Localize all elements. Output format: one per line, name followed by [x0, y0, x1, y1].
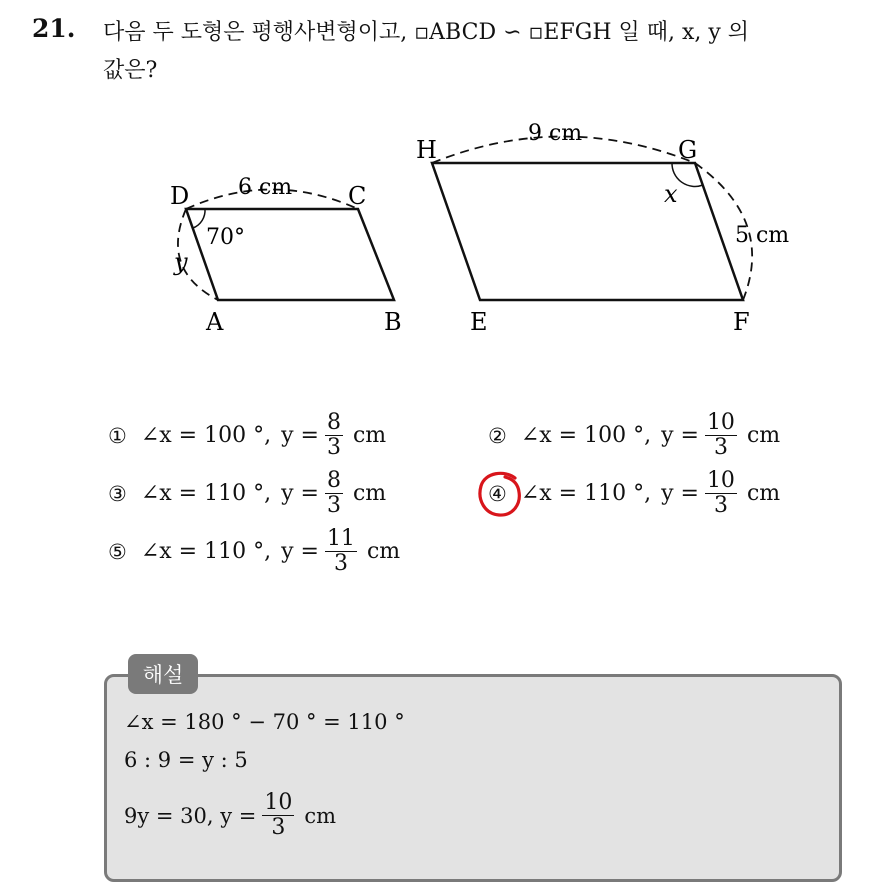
- solution-line-1: ∠x = 180 ° − 70 ° = 110 °: [124, 710, 405, 734]
- label-a: A: [206, 308, 224, 336]
- option-4-fraction: [705, 470, 737, 517]
- solution-line-3: [124, 792, 336, 839]
- label-y: y: [174, 248, 188, 276]
- parallelogram-efgh: [432, 163, 743, 300]
- solution-line-2: 6 : 9 = y : 5: [124, 748, 248, 772]
- option-5-fraction: [325, 528, 357, 575]
- label-5cm: 5 cm: [735, 223, 790, 248]
- solution-unit: cm: [304, 803, 337, 828]
- option-1-fraction: [325, 412, 343, 459]
- solution-box: [104, 674, 842, 882]
- option-2-angle: ∠x = 100 °,: [520, 423, 652, 448]
- option-1-mark: ①: [108, 423, 127, 448]
- label-9cm: 9 cm: [528, 121, 583, 146]
- option-5-angle: ∠x = 110 °,: [140, 539, 272, 564]
- option-3-yeq: y =: [281, 481, 319, 506]
- label-b: B: [384, 308, 402, 336]
- option-1-yeq: y =: [281, 423, 319, 448]
- label-x: x: [664, 180, 678, 208]
- option-2-den: 3: [713, 435, 728, 460]
- option-3[interactable]: [108, 470, 386, 517]
- option-4-num: 10: [706, 468, 735, 493]
- option-2-mark: ②: [488, 423, 507, 448]
- option-1-angle: ∠x = 100 °,: [140, 423, 272, 448]
- option-4-yeq: y =: [661, 481, 699, 506]
- option-3-num: 8: [326, 468, 341, 493]
- option-4-den: 3: [713, 493, 728, 518]
- solution-num: 10: [264, 790, 293, 815]
- option-4[interactable]: [488, 470, 780, 517]
- option-2-unit: cm: [746, 423, 781, 448]
- solution-fraction: [262, 792, 294, 839]
- answer-circle-mark: [475, 470, 525, 520]
- option-3-den: 3: [326, 493, 341, 518]
- label-g: G: [678, 136, 698, 164]
- option-1[interactable]: [108, 412, 386, 459]
- solution-den: 3: [271, 815, 286, 840]
- label-f: F: [733, 308, 750, 336]
- option-5-num: 11: [326, 526, 355, 551]
- option-5-yeq: y =: [281, 539, 319, 564]
- label-h: H: [416, 136, 437, 164]
- label-e: E: [470, 308, 488, 336]
- parallelogram-figure: [0, 0, 884, 400]
- option-1-num: 8: [326, 410, 341, 435]
- option-4-angle: ∠x = 110 °,: [520, 481, 652, 506]
- option-5-unit: cm: [366, 539, 401, 564]
- question-line-1: 다음 두 도형은 평행사변형이고, ▫ABCD ∽ ▫EFGH 일 때, x, y 의: [103, 20, 750, 45]
- solution-line-3-prefix: 9y = 30, y =: [124, 803, 257, 828]
- parallelogram-abcd: [186, 209, 394, 300]
- question-number: 21.: [32, 14, 76, 43]
- option-4-mark: ④: [488, 481, 507, 506]
- option-5[interactable]: [108, 528, 400, 575]
- option-1-unit: cm: [352, 423, 387, 448]
- question-line-2: 값은?: [103, 58, 158, 83]
- option-2-num: 10: [706, 410, 735, 435]
- option-2[interactable]: [488, 412, 780, 459]
- label-d: D: [170, 182, 190, 210]
- option-5-den: 3: [333, 551, 348, 576]
- option-1-den: 3: [326, 435, 341, 460]
- option-2-yeq: y =: [661, 423, 699, 448]
- option-4-unit: cm: [746, 481, 781, 506]
- option-3-mark: ③: [108, 481, 127, 506]
- angle-arc-d: [193, 209, 205, 228]
- option-3-angle: ∠x = 110 °,: [140, 481, 272, 506]
- option-5-mark: ⑤: [108, 539, 127, 564]
- option-3-unit: cm: [352, 481, 387, 506]
- solution-tab: 해설: [128, 654, 198, 694]
- label-70deg: 70°: [206, 225, 245, 250]
- option-2-fraction: [705, 412, 737, 459]
- option-3-fraction: [325, 470, 343, 517]
- label-c: C: [348, 182, 367, 210]
- label-6cm: 6 cm: [238, 175, 293, 200]
